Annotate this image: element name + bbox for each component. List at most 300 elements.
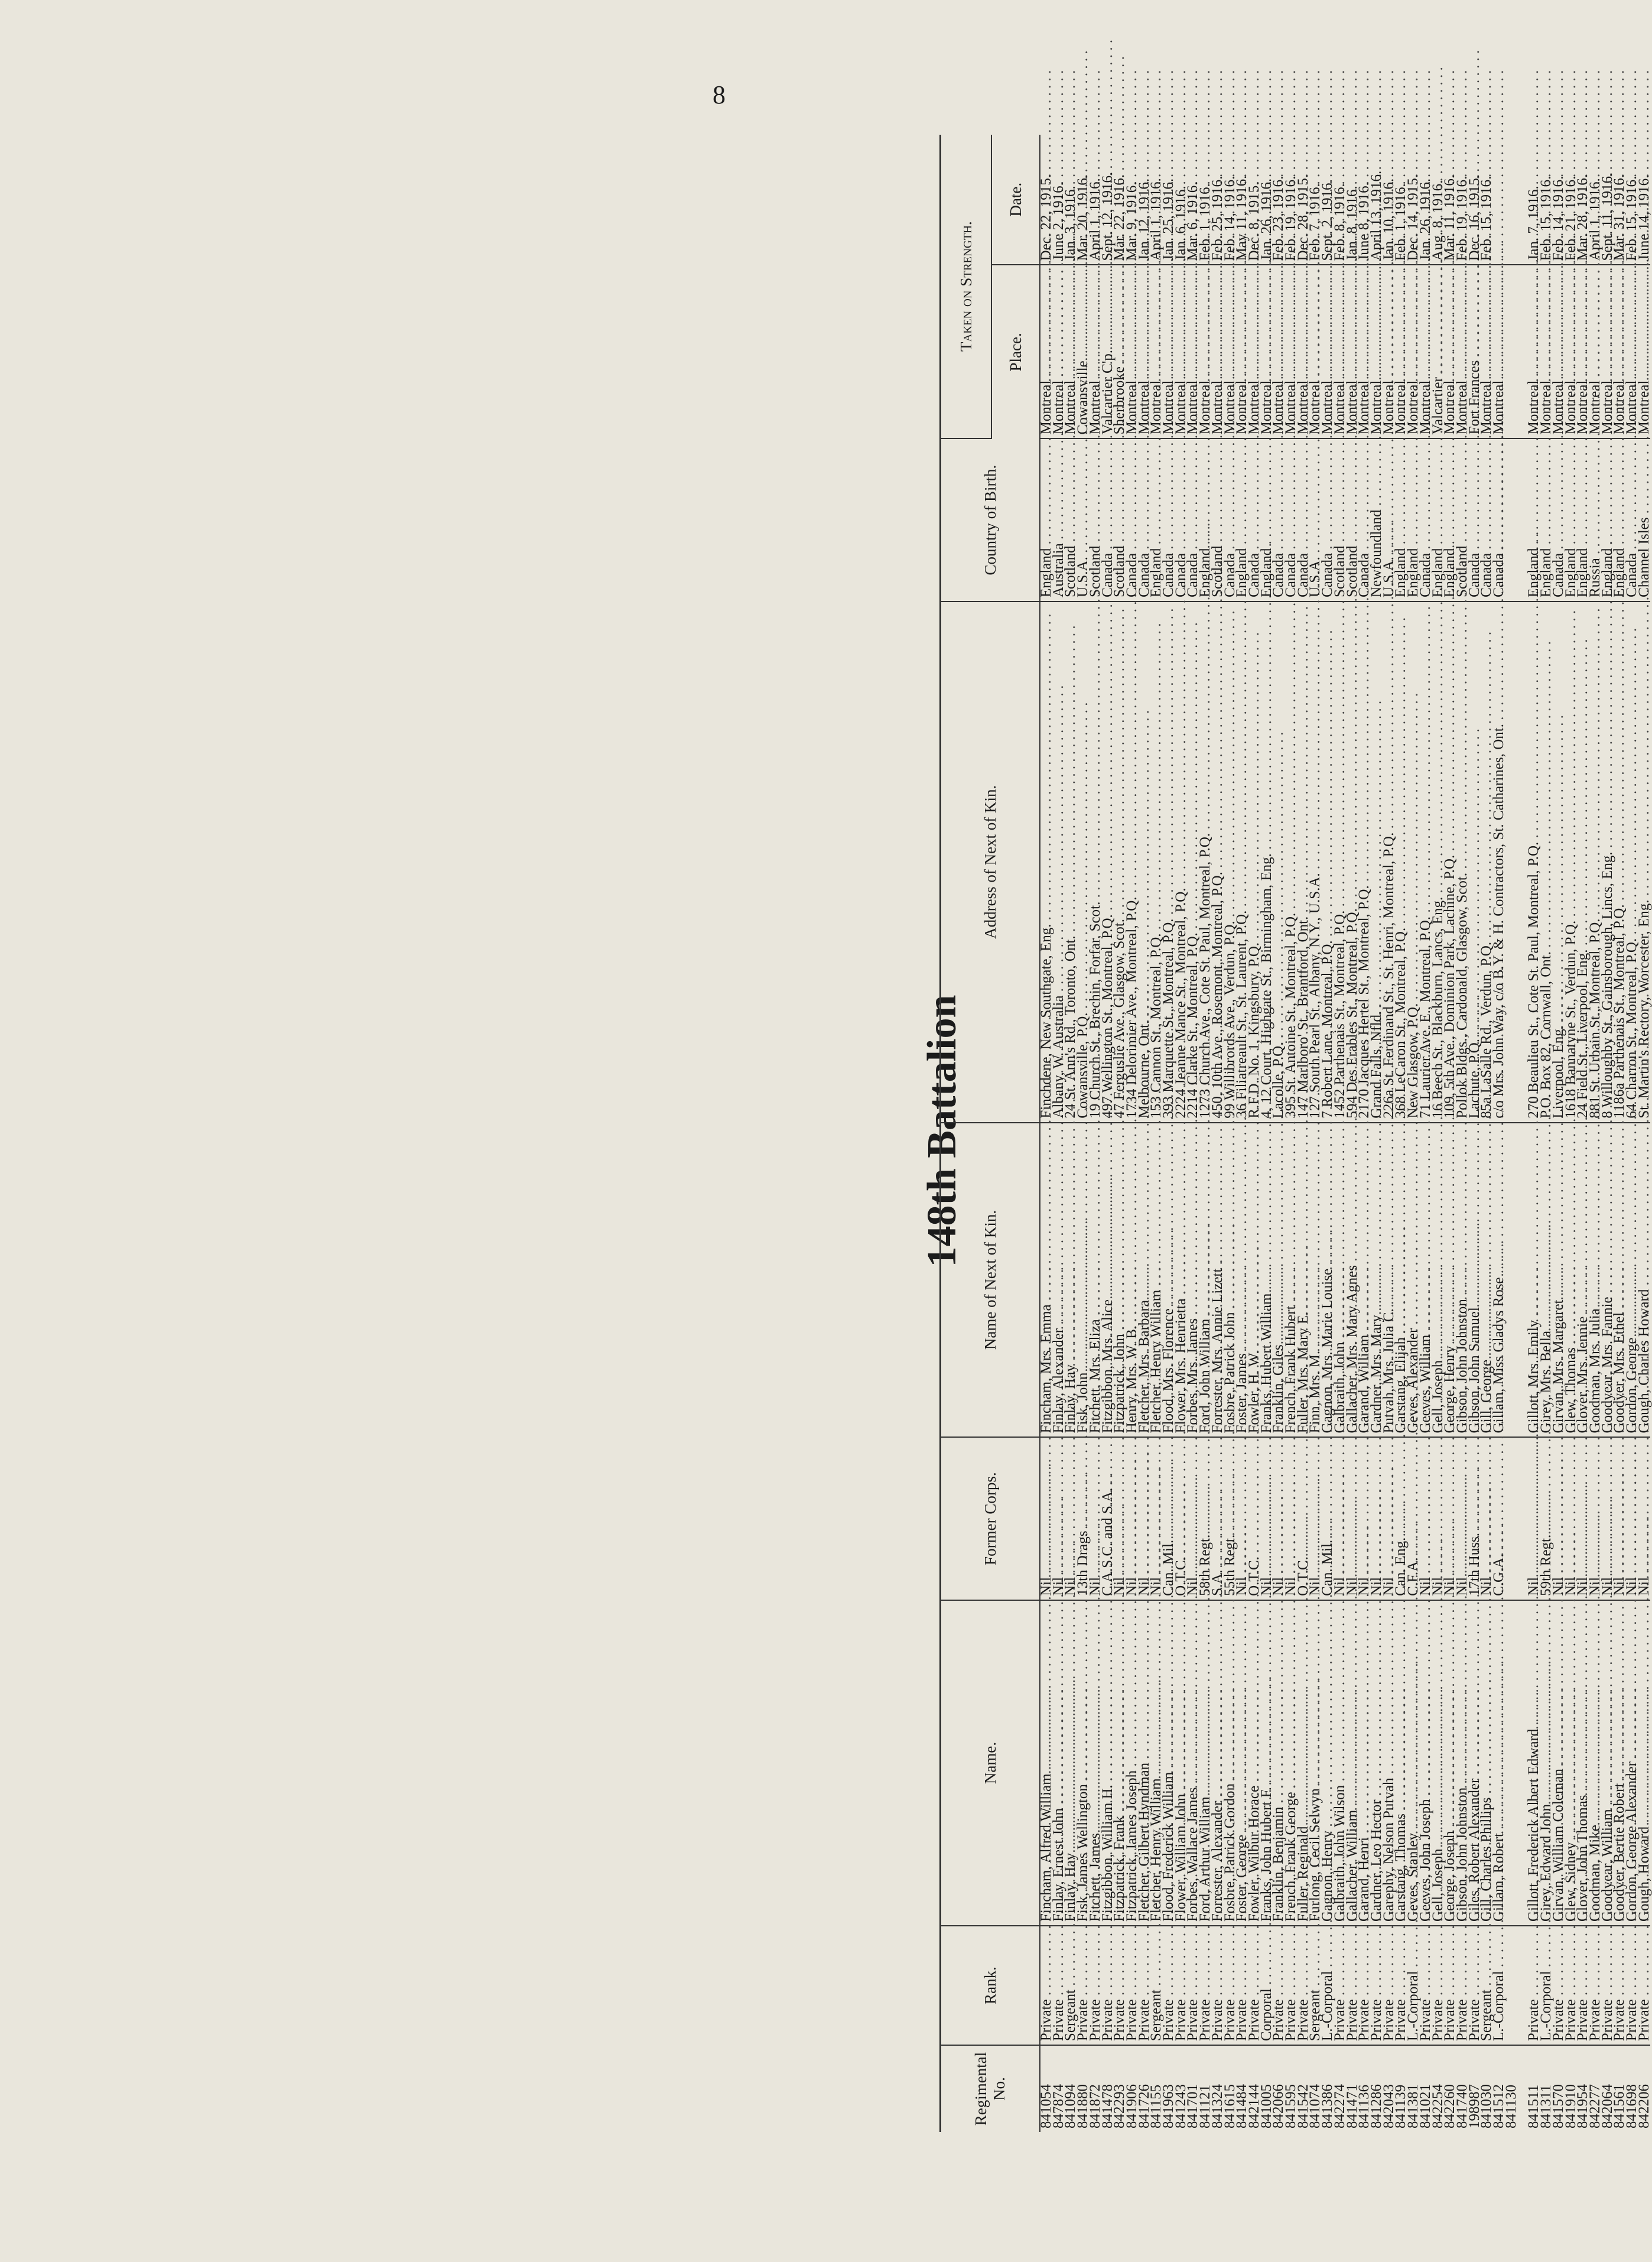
cell-date: Jan. 12, 1916.: [1139, 135, 1151, 265]
cell-name: Goodman, Mike . . .: [1589, 1600, 1602, 1926]
cell-date: April 1, 1916.: [1090, 135, 1102, 265]
cell-former-corps: Nil . . .: [1420, 1437, 1432, 1600]
cell-country: Scotland . . .: [1065, 438, 1077, 602]
cell-next-of-kin: Gillam, Miss Gladys Rose . . .: [1493, 1123, 1505, 1438]
cell-next-of-kin: Glew, Thomas . . .: [1565, 1123, 1578, 1438]
cell-place: Montreal . . .: [1565, 265, 1578, 438]
cell-country: England . . .: [1528, 438, 1540, 602]
cell-place: Montreal . . .: [1602, 265, 1614, 438]
table-row: [1638, 135, 1651, 2132]
cell-regimental-no: 841726: [1136, 2084, 1152, 2128]
cell-former-corps: C.G.A. . . .: [1493, 1437, 1505, 1600]
col-next-of-kin: Name of Next of Kin.: [941, 1123, 1040, 1438]
cell-regimental-no: 842043: [1380, 2084, 1397, 2128]
cell-next-of-kin: French, Frank Hubert . . .: [1285, 1123, 1297, 1438]
cell-rank: Private . . .: [1469, 1926, 1481, 2045]
cell-former-corps: Nil . . .: [1309, 1437, 1322, 1600]
cell-rank: Sergeant . . .: [1309, 1926, 1322, 2045]
cell-rank: Private . . .: [1248, 1926, 1261, 2045]
cell-former-corps: Nil . . .: [1236, 1437, 1248, 1600]
cell-next-of-kin: Forrester, Mrs. Annie Lizett . . .: [1212, 1123, 1224, 1438]
cell-rank: Private . . .: [1163, 1926, 1175, 2045]
cell-place: Montreal . . .: [1261, 265, 1273, 438]
cell-next-of-kin: Fincham, Mrs. Emma . . .: [1040, 1123, 1053, 1438]
cell-former-corps: 58th Regt. . . .: [1199, 1437, 1212, 1600]
cell-former-corps: Nil . . .: [1528, 1437, 1540, 1600]
cell-address: 127 South Pearl St., Albany, N.Y., U.S.A. . . .: [1309, 602, 1322, 1123]
cell-regimental-no: 841880: [1075, 2084, 1091, 2128]
cell-country: England . . .: [1540, 438, 1553, 602]
col-former-corps: Former Corps.: [941, 1437, 1040, 1600]
cell-place: Montreal . . .: [1420, 265, 1432, 438]
cell-name: Goodyer, Bertie Robert . . .: [1614, 1600, 1626, 1926]
cell-country: England . . .: [1432, 438, 1445, 602]
cell-name: Gibson, John Johnston . . .: [1456, 1600, 1469, 1926]
cell-address: 450, 10th Ave., Rosemont, Montreal, P.Q. . . .: [1212, 602, 1224, 1123]
cell-address: 1452 Parthenais St., Montreal, P.Q. . . .: [1334, 602, 1347, 1123]
cell-regimental-no: 842277: [1586, 2084, 1603, 2128]
cell-date: Mar. 9, 1916.: [1126, 135, 1139, 265]
cell-place: Montreal . . .: [1199, 265, 1212, 438]
cell-next-of-kin: Finlay, Hay . . .: [1065, 1123, 1077, 1438]
cell-country: England . . .: [1614, 438, 1626, 602]
cell-rank: Private . . .: [1224, 1926, 1237, 2045]
cell-regimental-no: 842260: [1442, 2084, 1458, 2128]
cell-rank: Private . . .: [1565, 1926, 1578, 2045]
cell-former-corps: Nil . . .: [1273, 1437, 1285, 1600]
cell-address: 270 Beaulieu St., Cote St. Paul, Montreal, P.Q. . . .: [1528, 602, 1540, 1123]
cell-address: Finchdene, New Southgate, Eng. . . .: [1040, 602, 1053, 1123]
cell-date: April 1, 1916.: [1150, 135, 1163, 265]
cell-country: Channel Isles . . .: [1638, 438, 1651, 602]
cell-regimental-no: 842066: [1270, 2084, 1287, 2128]
cell-country: England . . .: [1261, 438, 1273, 602]
cell-country: Scotland . . .: [1212, 438, 1224, 602]
cell-name: Fitzgibbon, William H. . . .: [1102, 1600, 1114, 1926]
cell-next-of-kin: Forbes, Mrs. James . . .: [1187, 1123, 1199, 1438]
cell-name: Flower, William John . . .: [1175, 1600, 1188, 1926]
cell-country: Canada . . .: [1285, 438, 1297, 602]
cell-address: 99 Willibrords Ave., Verdun, P.Q. . . .: [1224, 602, 1237, 1123]
cell-name: Fincham, Alfred William . . .: [1040, 1600, 1053, 1926]
cell-address: New Glasgow, P.Q. . . .: [1407, 602, 1420, 1123]
cell-country: U.S.A. . . .: [1383, 438, 1396, 602]
col-country: Country of Birth.: [941, 438, 1040, 602]
cell-address: St. Martin's Rectory, Worcester, Eng. . . .: [1638, 602, 1651, 1123]
cell-regimental-no: 841030: [1478, 2084, 1495, 2128]
cell-name: George, Joseph . . .: [1444, 1600, 1456, 1926]
cell-place: Montreal . . .: [1212, 265, 1224, 438]
cell-place: Montreal . . .: [1285, 265, 1297, 438]
cell-address: c/o Mrs. John Way, c/o B.Y. & H. Contractors, St. Catharines, Ont. . . .: [1493, 602, 1505, 1123]
cell-date: June 2, 1916.: [1053, 135, 1065, 265]
cell-former-corps: Nil . . .: [1285, 1437, 1297, 1600]
cell-country: Scotland . . .: [1334, 438, 1347, 602]
cell-rank: Private . . .: [1334, 1926, 1347, 2045]
cell-name: Gill, Charles Phillips . . .: [1481, 1600, 1493, 1926]
cell-regimental-no: 841542: [1295, 2084, 1311, 2128]
cell-next-of-kin: Gordon, George . . .: [1626, 1123, 1638, 1438]
cell-regimental-no: 841021: [1417, 2084, 1433, 2128]
cell-rank: Private . . .: [1175, 1926, 1188, 2045]
cell-name: Gillott, Frederick Albert Edward . . .: [1528, 1600, 1540, 1926]
cell-regimental-no: 841136: [1356, 2084, 1373, 2128]
cell-next-of-kin: Finn, Mrs. M. . . .: [1309, 1123, 1322, 1438]
cell-regimental-no: 842064: [1599, 2084, 1615, 2128]
cell-next-of-kin: Gibson, John Samuel . . .: [1469, 1123, 1481, 1438]
cell-place: Valcartier . . .: [1432, 265, 1445, 438]
cell-country: U.S.A. . . .: [1077, 438, 1090, 602]
cell-next-of-kin: Geves, Alexander . . .: [1407, 1123, 1420, 1438]
cell-next-of-kin: Flood, Mrs. Florence . . .: [1163, 1123, 1175, 1438]
cell-country: England . . .: [1150, 438, 1163, 602]
cell-rank: Private . . .: [1602, 1926, 1614, 2045]
cell-regimental-no: 841595: [1283, 2084, 1299, 2128]
cell-next-of-kin: Fletcher, Mrs. Barbara . . .: [1139, 1123, 1151, 1438]
cell-regimental-no: 841386: [1319, 2084, 1336, 2128]
cell-date: Feb. 14, 1916.: [1224, 135, 1237, 265]
cell-former-corps: Nil . . .: [1444, 1437, 1456, 1600]
cell-date: Jan. 8, 1916.: [1347, 135, 1359, 265]
cell-former-corps: O.T.C. . . .: [1297, 1437, 1310, 1600]
cell-address: 2224 Jeanne Mance St., Montreal, P.Q. . . .: [1175, 602, 1188, 1123]
cell-rank: Private . . .: [1077, 1926, 1090, 2045]
cell-former-corps: Nil . . .: [1334, 1437, 1347, 1600]
cell-country: England . . .: [1199, 438, 1212, 602]
cell-name: Fitzpatrick, James Joseph . . .: [1126, 1600, 1139, 1926]
cell-rank: Private . . .: [1528, 1926, 1540, 2045]
cell-name: Gardner, Leo Hector . . .: [1371, 1600, 1383, 1926]
cell-next-of-kin: Gibson, John Johnston . . .: [1456, 1123, 1469, 1438]
cell-place: Montreal . . .: [1297, 265, 1310, 438]
cell-name: Flood, Frederick William . . .: [1163, 1600, 1175, 1926]
cell-date: Feb. 15, 1916.: [1540, 135, 1553, 265]
col-regimental-no: Regimental No.: [941, 2045, 1040, 2132]
cell-name: Gagnon, Henry . . .: [1322, 1600, 1334, 1926]
cell-regimental-no: 841570: [1550, 2084, 1566, 2128]
cell-name: [1505, 1600, 1518, 1926]
cell-next-of-kin: Garand, William . . .: [1358, 1123, 1371, 1438]
cell-address: 153 Cannon St., Montreal, P.Q. . . .: [1150, 602, 1163, 1123]
cell-next-of-kin: Girvan, Mrs. Margaret . . .: [1553, 1123, 1565, 1438]
cell-date: [1505, 135, 1518, 265]
cell-next-of-kin: Gell, Joseph . . .: [1432, 1123, 1445, 1438]
cell-address: 85a LaSalle Rd., Verdun, P.Q. . . .: [1481, 602, 1493, 1123]
cell-name: French, Frank George . . .: [1285, 1600, 1297, 1926]
cell-address: 368 LeCaron St., Montreal, P.Q. . . .: [1395, 602, 1407, 1123]
cell-date: Dec. 22, 1915.: [1040, 135, 1053, 265]
cell-former-corps: Can. Mil. . . .: [1163, 1437, 1175, 1600]
cell-name: Galbraith, John Wilson . . .: [1334, 1600, 1347, 1926]
page-number: 8: [713, 80, 726, 109]
cell-address: 71 Laurier Ave. E., Montreal, P.Q. . . .: [1420, 602, 1432, 1123]
cell-next-of-kin: Fowler, H. W. . . .: [1248, 1123, 1261, 1438]
cell-address: 36 Filiatreault St., St. Laurent, P.Q. . . .: [1236, 602, 1248, 1123]
col-taken-on-strength: Taken on Strength.: [941, 135, 992, 438]
cell-address: 4, 12 Court, Highgate St., Birmingham, Eng. . . .: [1261, 602, 1273, 1123]
cell-date: Aug. 8, 1916.: [1432, 135, 1445, 265]
cell-place: Fort Frances . . .: [1469, 265, 1481, 438]
cell-rank: Private . . .: [1114, 1926, 1126, 2045]
cell-former-corps: Nil . . .: [1040, 1437, 1053, 1600]
cell-address: 226a St. Ferdinand St., St. Henri, Montreal, P.Q. . . .: [1383, 602, 1396, 1123]
cell-next-of-kin: Foster, James . . .: [1236, 1123, 1248, 1438]
cell-date: Jan. 26, 1916.: [1261, 135, 1273, 265]
cell-country: Canada . . .: [1481, 438, 1493, 602]
cell-name: Geves, Stanley . . .: [1407, 1600, 1420, 1926]
cell-next-of-kin: Galbraith, John . . .: [1334, 1123, 1347, 1438]
cell-former-corps: 17th Huss. . . .: [1469, 1437, 1481, 1600]
cell-date: Jan. 10, 1916.: [1383, 135, 1396, 265]
cell-next-of-kin: George, Henry . . .: [1444, 1123, 1456, 1438]
cell-former-corps: Nil . . .: [1261, 1437, 1273, 1600]
cell-former-corps: Nil . . .: [1347, 1437, 1359, 1600]
cell-country: Canada . . .: [1493, 438, 1505, 602]
cell-rank: Sergeant . . .: [1150, 1926, 1163, 2045]
cell-country: Canada . . .: [1175, 438, 1188, 602]
cell-name: Girvan, William Coleman . . .: [1553, 1600, 1565, 1926]
cell-name: Garand, Henri . . .: [1358, 1600, 1371, 1926]
cell-regimental-no: 841311: [1538, 2084, 1555, 2128]
cell-address: 24 St. Ann's Rd., Toronto, Ont. . . .: [1065, 602, 1077, 1123]
cell-former-corps: O.T.C. . . .: [1248, 1437, 1261, 1600]
cell-regimental-no: 842293: [1111, 2084, 1128, 2128]
cell-next-of-kin: Flower, Mrs. Henrietta . . .: [1175, 1123, 1188, 1438]
cell-date: Feb. 1, 1916.: [1199, 135, 1212, 265]
cell-place: [1505, 265, 1518, 438]
cell-rank: Private . . .: [1589, 1926, 1602, 2045]
cell-former-corps: Nil . . .: [1577, 1437, 1589, 1600]
col-rank: Rank.: [941, 1926, 1040, 2045]
cell-former-corps: Nil . . .: [1626, 1437, 1638, 1600]
table-row: [1505, 135, 1518, 2132]
cell-date: Dec. 28, 1915.: [1297, 135, 1310, 265]
cell-date: Feb. 23, 1916.: [1273, 135, 1285, 265]
cell-next-of-kin: Franklin, Giles . . .: [1273, 1123, 1285, 1438]
cell-date: Jan. 3, 1916.: [1065, 135, 1077, 265]
cell-former-corps: O.T.C. . . .: [1175, 1437, 1188, 1600]
roll-table: [939, 135, 1652, 2132]
cell-regimental-no: 841074: [1307, 2084, 1323, 2128]
roll-body: [1040, 135, 1650, 2132]
cell-regimental-no: 841701: [1185, 2084, 1201, 2128]
cell-country: Canada . . .: [1163, 438, 1175, 602]
cell-country: Scotland . . .: [1090, 438, 1102, 602]
cell-rank: Private . . .: [1212, 1926, 1224, 2045]
cell-regimental-no: 841471: [1344, 2084, 1360, 2128]
cell-next-of-kin: Gagnon, Mrs. Marie Louise . . .: [1322, 1123, 1334, 1438]
cell-date: June 8, 1916.: [1358, 135, 1371, 265]
page-title: 148th Battalion: [919, 994, 965, 1268]
cell-former-corps: Nil . . .: [1638, 1437, 1651, 1600]
cell-address: 393 Marquette St., Montreal, P.Q. . . .: [1163, 602, 1175, 1123]
cell-regimental-no: 841478: [1099, 2084, 1116, 2128]
cell-date: Mar. 22, 1916.: [1114, 135, 1126, 265]
cell-address: 1618 Bannatyne St., Verdun, P.Q. . . .: [1565, 602, 1578, 1123]
cell-regimental-no: 841139: [1393, 2084, 1409, 2128]
cell-date: Jan. 7, 1916.: [1528, 135, 1540, 265]
cell-rank: Private . . .: [1102, 1926, 1114, 2045]
cell-address: Lachute, P.Q. . . .: [1469, 602, 1481, 1123]
cell-name: Fitchett, James . . .: [1090, 1600, 1102, 1926]
cell-date: Dec. 8, 1915.: [1248, 135, 1261, 265]
cell-country: Canada . . .: [1358, 438, 1371, 602]
cell-date: Sept. 2, 1916.: [1322, 135, 1334, 265]
cell-rank: Corporal . . .: [1261, 1926, 1273, 2045]
cell-address: 2170 Jacques Hertel St., Montreal, P.Q. . . .: [1358, 602, 1371, 1123]
cell-regimental-no: 841561: [1611, 2084, 1628, 2128]
cell-name: Fowler, Wilbur Horace . . .: [1248, 1600, 1261, 1926]
cell-next-of-kin: Fisk, John . . .: [1077, 1123, 1090, 1438]
table-row: [1493, 135, 1505, 2132]
cell-next-of-kin: Fosbre, Patrick John . . .: [1224, 1123, 1237, 1438]
cell-country: Canada . . .: [1420, 438, 1432, 602]
cell-rank: [1505, 1926, 1518, 2045]
cell-place: Montreal . . .: [1126, 265, 1139, 438]
cell-country: England . . .: [1444, 438, 1456, 602]
cell-next-of-kin: Goodyear, Mrs. Fannie . . .: [1602, 1123, 1614, 1438]
cell-next-of-kin: Putvah, Mrs. Julia C. . . .: [1383, 1123, 1396, 1438]
cell-date: Feb. 8, 1916.: [1334, 135, 1347, 265]
cell-former-corps: Nil . . .: [1114, 1437, 1126, 1600]
cell-place: Montreal . . .: [1481, 265, 1493, 438]
cell-name: Gillam, Robert . . .: [1493, 1600, 1505, 1926]
cell-address: 109, 5th Ave., Dominion Park, Lachine, P.Q. . . .: [1444, 602, 1456, 1123]
cell-name: Fletcher, Henry William . . .: [1150, 1600, 1163, 1926]
cell-address: P.O. Box 82, Cornwall, Ont. . . .: [1540, 602, 1553, 1123]
cell-name: Garstang, Thomas . . .: [1395, 1600, 1407, 1926]
cell-next-of-kin: Gardner, Mrs. Mary . . .: [1371, 1123, 1383, 1438]
cell-former-corps: Nil . . .: [1065, 1437, 1077, 1600]
cell-country: Australia . . .: [1053, 438, 1065, 602]
cell-regimental-no: 841130: [1503, 2084, 1519, 2128]
cell-country: Canada . . .: [1139, 438, 1151, 602]
cell-date: June 14, 1916.: [1638, 135, 1651, 265]
cell-country: England . . .: [1236, 438, 1248, 602]
cell-former-corps: 13th Drags . . .: [1077, 1437, 1090, 1600]
cell-name: Geeves, John Joseph . . .: [1420, 1600, 1432, 1926]
cell-next-of-kin: Fuller, Mrs. Mary E. . . .: [1297, 1123, 1310, 1438]
cell-name: Fuller, Reginald . . .: [1297, 1600, 1310, 1926]
cell-regimental-no: 841121: [1197, 2084, 1214, 2128]
cell-date: Feb. 15, 1916.: [1481, 135, 1493, 265]
cell-former-corps: Can. Mil. . . .: [1322, 1437, 1334, 1600]
cell-name: Furlong, Cecil Selwyn . . .: [1309, 1600, 1322, 1926]
cell-address: R.F.D. No. 1, Kingsbury, P.Q. . . .: [1248, 602, 1261, 1123]
cell-place: Montreal . . .: [1273, 265, 1285, 438]
cell-country: Canada . . .: [1126, 438, 1139, 602]
cell-date: Mar. 28, 1916.: [1577, 135, 1589, 265]
cell-rank: Private . . .: [1553, 1926, 1565, 2045]
cell-regimental-no: 841954: [1575, 2084, 1591, 2128]
cell-date: Sept. 11, 1916.: [1602, 135, 1614, 265]
cell-address: 7 Robert Lane, Montreal, P.Q. . . .: [1322, 602, 1334, 1123]
cell-former-corps: Nil . . .: [1053, 1437, 1065, 1600]
cell-place: Montreal . . .: [1614, 265, 1626, 438]
cell-rank: Private . . .: [1053, 1926, 1065, 2045]
cell-name: Gough, Howard . . .: [1638, 1600, 1651, 1926]
cell-next-of-kin: Goodman, Mrs. Julia . . .: [1589, 1123, 1602, 1438]
cell-address: 64 Charron St., Montreal, P.Q. . . .: [1626, 602, 1638, 1123]
cell-address: 881 St. Urbain St., Montreal, P.Q. . . .: [1589, 602, 1602, 1123]
cell-former-corps: Nil . . .: [1456, 1437, 1469, 1600]
cell-rank: Private . . .: [1371, 1926, 1383, 2045]
cell-place: Montreal . . .: [1053, 265, 1065, 438]
cell-place: Montreal . . .: [1395, 265, 1407, 438]
cell-place: Montreal . . .: [1493, 265, 1505, 438]
cell-country: Canada . . .: [1626, 438, 1638, 602]
cell-former-corps: C.F.A. . . .: [1407, 1437, 1420, 1600]
cell-regimental-no: 841484: [1234, 2084, 1250, 2128]
cell-rank: Private . . .: [1456, 1926, 1469, 2045]
cell-country: England . . .: [1577, 438, 1589, 602]
cell-country: Scotland . . .: [1347, 438, 1359, 602]
cell-country: Canada . . .: [1273, 438, 1285, 602]
cell-rank: L.-Corporal . . .: [1322, 1926, 1334, 2045]
cell-country: England . . .: [1602, 438, 1614, 602]
cell-name: Gallacher, William . . .: [1347, 1600, 1359, 1926]
cell-rank: Private . . .: [1395, 1926, 1407, 2045]
cell-rank: Sergeant . . .: [1065, 1926, 1077, 2045]
cell-date: Mar. 11, 1916.: [1444, 135, 1456, 265]
cell-country: [1505, 438, 1518, 602]
cell-regimental-no: 841512: [1491, 2084, 1507, 2128]
cell-place: Montreal . . .: [1456, 265, 1469, 438]
cell-name: Glover, John Thomas . . .: [1577, 1600, 1589, 1926]
cell-date: Feb. 1, 1916.: [1395, 135, 1407, 265]
cell-date: Mar. 6, 1916.: [1187, 135, 1199, 265]
cell-former-corps: Nil . . .: [1602, 1437, 1614, 1600]
cell-former-corps: Nil . . .: [1150, 1437, 1163, 1600]
cell-former-corps: Nil . . .: [1371, 1437, 1383, 1600]
cell-next-of-kin: Ford, John William . . .: [1199, 1123, 1212, 1438]
col-name: Name.: [941, 1600, 1040, 1926]
cell-name: Girey, Edward John . . .: [1540, 1600, 1553, 1926]
cell-address: Pollok Bldgs., Cardonald, Glasgow, Scot. . . .: [1456, 602, 1469, 1123]
cell-address: 395 St. Antoine St., Montreal, P.Q. . . .: [1285, 602, 1297, 1123]
cell-next-of-kin: Franks, Hubert William . . .: [1261, 1123, 1273, 1438]
cell-address: 2214 Clarke St., Montreal, P.Q. . . .: [1187, 602, 1199, 1123]
cell-rank: Private . . .: [1444, 1926, 1456, 2045]
cell-rank: Private . . .: [1187, 1926, 1199, 2045]
cell-former-corps: Nil . . .: [1090, 1437, 1102, 1600]
cell-regimental-no: 847874: [1050, 2084, 1066, 2128]
cell-address: Albany, W. Australia . . .: [1053, 602, 1065, 1123]
cell-place: Montreal . . .: [1347, 265, 1359, 438]
cell-regimental-no: 841155: [1148, 2084, 1165, 2128]
cell-date: Dec. 14, 1915.: [1407, 135, 1420, 265]
cell-name: Glew, Sidney . . .: [1565, 1600, 1578, 1926]
cell-name: Finlay, Ernest John . . .: [1053, 1600, 1065, 1926]
cell-place: Montreal . . .: [1040, 265, 1053, 438]
cell-date: Jan. 6, 1916.: [1175, 135, 1188, 265]
cell-date: May 11, 1916.: [1236, 135, 1248, 265]
cell-regimental-no: 841324: [1209, 2084, 1225, 2128]
cell-address: 47 Ferguslie Ave., Glasgow, Scot. . . .: [1114, 602, 1126, 1123]
cell-place: Montreal . . .: [1163, 265, 1175, 438]
cell-address: 594 Des Erables St., Montreal, P.Q. . . .: [1347, 602, 1359, 1123]
cell-address: 497 Wellington St., Montreal, P.Q. . . .: [1102, 602, 1114, 1123]
cell-next-of-kin: Gill, George . . .: [1481, 1123, 1493, 1438]
cell-former-corps: Nil . . .: [1481, 1437, 1493, 1600]
cell-next-of-kin: Henry, Mrs. W. B. . . .: [1126, 1123, 1139, 1438]
cell-former-corps: C.A.S.C. and S.A. . . .: [1102, 1437, 1114, 1600]
cell-rank: Private . . .: [1236, 1926, 1248, 2045]
cell-place: Montreal . . .: [1187, 265, 1199, 438]
cell-place: Montreal . . .: [1090, 265, 1102, 438]
cell-date: Feb. 19, 1916.: [1285, 135, 1297, 265]
cell-address: 19 Church St., Brechin, Forfar, Scot. . . .: [1090, 602, 1102, 1123]
